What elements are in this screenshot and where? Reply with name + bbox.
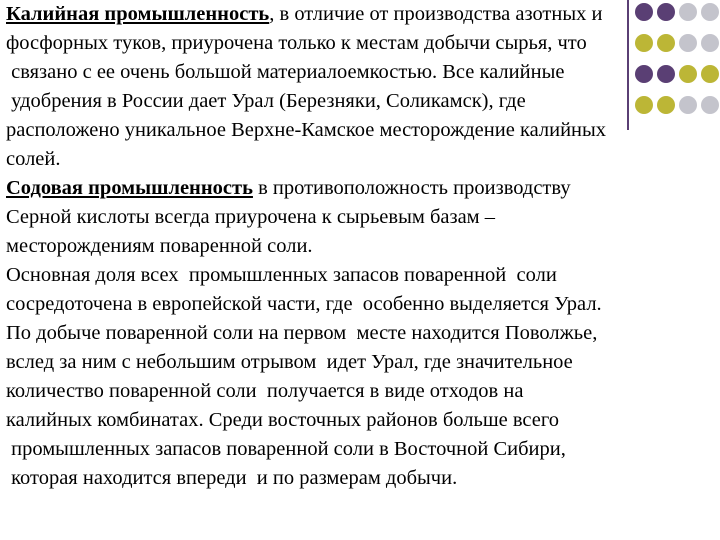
line-text: расположено уникальное Верхне-Камское месторождение калийных bbox=[6, 119, 607, 141]
heading-soda-industry: Содовая промышленность bbox=[6, 177, 253, 199]
text-line-14 bbox=[6, 377, 718, 406]
text-line-5 bbox=[6, 116, 718, 145]
text-line-7 bbox=[6, 174, 718, 203]
line-text: количество поваренной соли получается в виде отходов на bbox=[6, 380, 524, 402]
text-line-10 bbox=[6, 261, 718, 290]
line-text: По добыче поваренной соли на первом месте находится Поволжье, bbox=[6, 322, 598, 344]
text-line-12 bbox=[6, 319, 718, 348]
text-line-8 bbox=[6, 203, 718, 232]
text-line-4 bbox=[6, 87, 718, 116]
text-line-2 bbox=[6, 29, 718, 58]
text-line-17 bbox=[6, 464, 718, 493]
text-line-11 bbox=[6, 290, 718, 319]
line-text: , в отличие от производства азотных и bbox=[269, 3, 603, 25]
line-text: в противоположность производству bbox=[252, 177, 571, 199]
line-text: которая находится впереди и по размерам добычи. bbox=[6, 467, 458, 489]
line-text: фосфорных туков, приурочена только к местам добычи сырья, что bbox=[6, 32, 587, 54]
text-line-13 bbox=[6, 348, 718, 377]
line-text: Основная доля всех промышленных запасов поваренной соли bbox=[6, 264, 557, 286]
line-text: солей. bbox=[6, 148, 61, 170]
text-line-15 bbox=[6, 406, 718, 435]
line-text: вслед за ним с небольшим отрывом идет Урал, где значительное bbox=[6, 351, 573, 373]
text-line-9 bbox=[6, 232, 718, 261]
slide-body-text bbox=[6, 0, 718, 493]
line-text: промышленных запасов поваренной соли в Восточной Сибири, bbox=[6, 438, 566, 460]
line-text: удобрения в России дает Урал (Березняки, Соликамск), где bbox=[6, 90, 526, 112]
text-line-16 bbox=[6, 435, 718, 464]
line-text: Серной кислоты всегда приурочена к сырьевым базам – bbox=[6, 206, 496, 228]
line-text: месторождениям поваренной соли. bbox=[6, 235, 313, 257]
heading-potash-industry: Калийная промышленность bbox=[6, 3, 270, 25]
line-text: связано с ее очень большой материалоемкостью. Все калийные bbox=[6, 61, 565, 83]
text-line-1 bbox=[6, 0, 718, 29]
text-line-6 bbox=[6, 145, 718, 174]
line-text: калийных комбинатах. Среди восточных районов больше всего bbox=[6, 409, 559, 431]
text-line-3 bbox=[6, 58, 718, 87]
line-text: сосредоточена в европейской части, где особенно выделяется Урал. bbox=[6, 293, 602, 315]
